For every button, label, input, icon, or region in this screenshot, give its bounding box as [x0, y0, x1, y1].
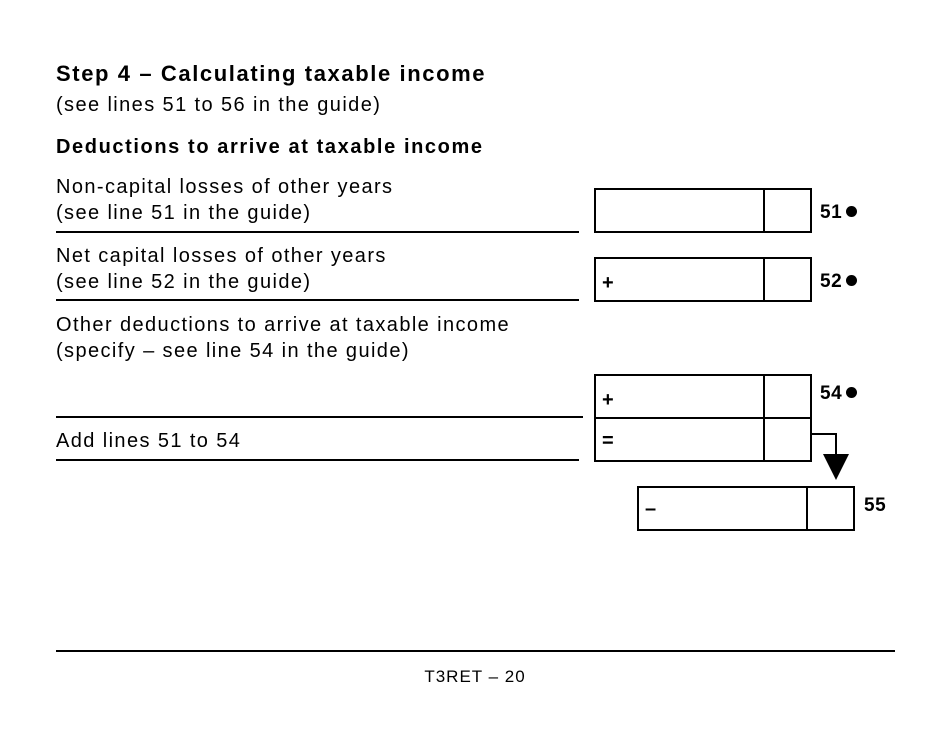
bullet-icon: [846, 387, 857, 398]
line-52-amount-field[interactable]: [594, 257, 812, 302]
line-54-sign: +: [602, 389, 614, 411]
total-label: Add lines 51 to 54: [56, 430, 242, 452]
page-footer: T3RET – 20: [424, 667, 526, 686]
line-52-label: [56, 243, 387, 295]
line-54-label-note: (specify – see line 54 in the guide): [56, 340, 410, 362]
cents-divider: [763, 376, 765, 417]
cents-divider: [763, 190, 765, 231]
cents-divider: [763, 419, 765, 460]
line-52-label-note: (see line 52 in the guide): [56, 271, 312, 293]
line-51-amount-field[interactable]: [594, 188, 812, 233]
line-52-label-text: Net capital losses of other years: [56, 245, 387, 267]
transfer-arrow-icon: [808, 430, 858, 482]
cents-divider: [763, 259, 765, 300]
line-55-sign: –: [645, 498, 657, 520]
line-51-number: [820, 202, 857, 224]
section-heading: Deductions to arrive at taxable income: [56, 136, 484, 158]
cents-divider: [806, 488, 808, 529]
line-51-number-text: 51: [820, 202, 843, 223]
line-51-label: [56, 174, 393, 226]
line-54-number-text: 54: [820, 383, 843, 404]
total-sign: =: [602, 430, 614, 452]
line-51-rule: [56, 231, 579, 233]
page-title: Step 4 – Calculating taxable income: [56, 61, 487, 86]
bullet-icon: [846, 206, 857, 217]
line-51-label-note: (see line 51 in the guide): [56, 202, 312, 224]
line-54-specify-rule: [56, 416, 583, 418]
line-52-number: [820, 271, 857, 293]
footer-rule: [56, 650, 895, 652]
line-52-number-text: 52: [820, 271, 843, 292]
total-amount-field[interactable]: [594, 417, 812, 462]
bullet-icon: [846, 275, 857, 286]
line-55-amount-field[interactable]: [637, 486, 855, 531]
line-54-number: [820, 383, 857, 405]
line-52-rule: [56, 299, 579, 301]
line-52-sign: +: [602, 272, 614, 294]
line-54-amount-field[interactable]: [594, 374, 812, 419]
page-subtitle: (see lines 51 to 56 in the guide): [56, 94, 382, 116]
line-54-label: [56, 312, 510, 364]
line-54-label-text: Other deductions to arrive at taxable income: [56, 314, 511, 336]
line-51-label-text: Non-capital losses of other years: [56, 176, 394, 198]
line-55-number: 55: [864, 495, 887, 516]
total-rule: [56, 459, 579, 461]
